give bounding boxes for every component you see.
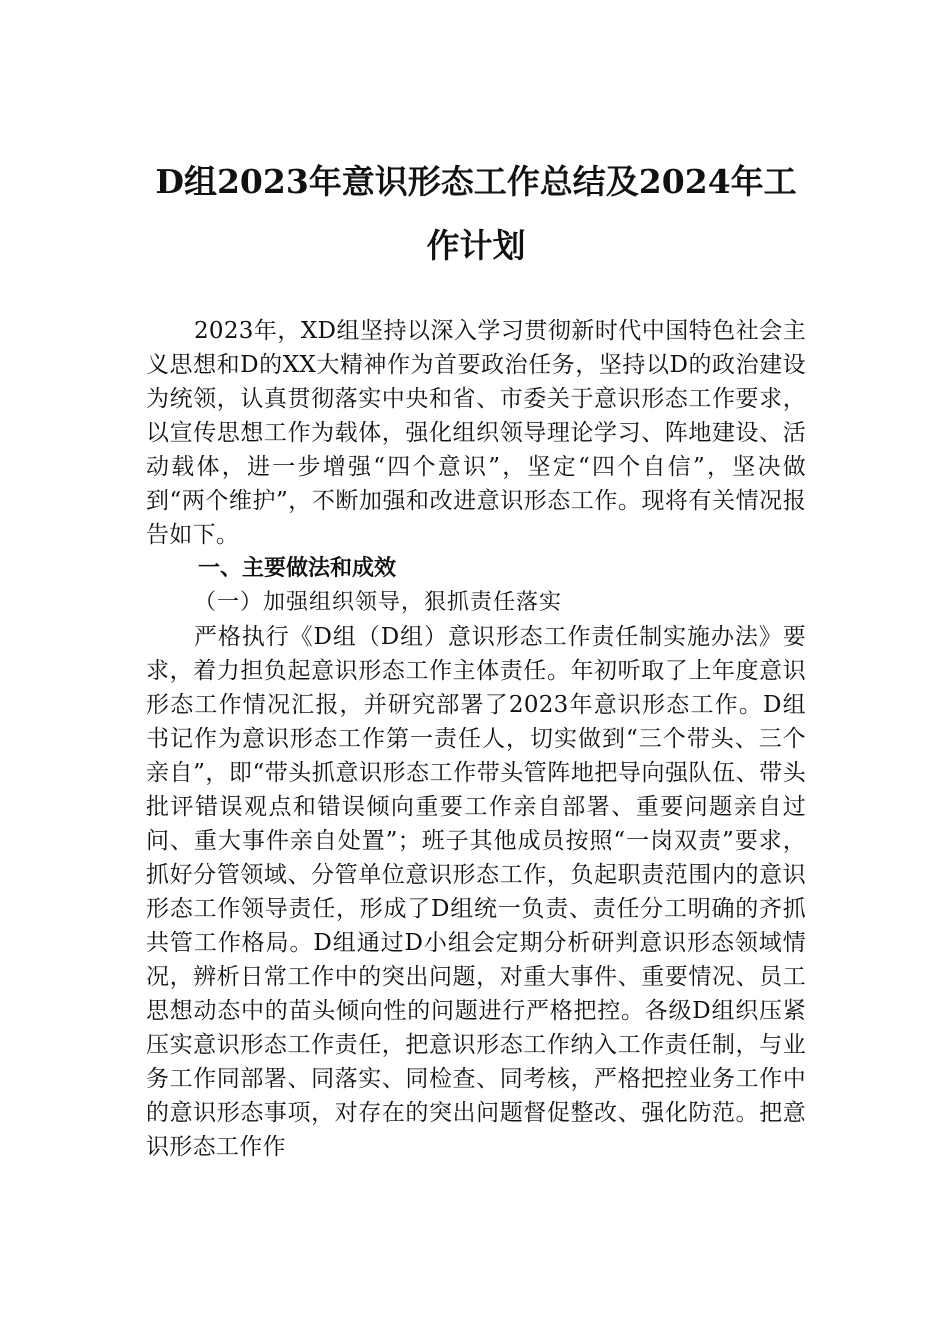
intro-paragraph: 2023年，XD组坚持以深入学习贯彻新时代中国特色社会主义思想和D的XX大精神作为首要政治任务，坚持以D的政治建设为统领，认真贯彻落实中央和省、市委关于意识形态工作要求，以宣传思想工作为载体，强化组织领导理论学习、阵地建设、活动载体，进一步增强“四个意识”，坚定“四个自信”，坚决做到“两个维护”，不断加强和改进意识形态工作。现将有关情况报告如下。	[146, 318, 806, 548]
section-heading: 一、主要做法和成效	[198, 556, 397, 581]
document-title: D组2023年意识形态工作总结及2024年工作计划	[155, 162, 797, 265]
section-paragraph: 严格执行《D组（D组）意识形态工作责任制实施办法》要求，着力担负起意识形态工作主体责任。年初听取了上年度意识形态工作情况汇报，并研究部署了2023年意识形态工作。D组书记作为意识形态工作第一责任人，切实做到“三个带头、三个亲自”，即“带头抓意识形态工作带头管阵地把导向强队伍、带头批评错误观点和错误倾向重要工作亲自部署、重要问题亲自过问、重大事件亲自处置”；班子其他成员按照“一岗双责”要求，抓好分管领域、分管单位意识形态工作，负起职责范围内的意识形态工作领导责任，形成了D组统一负责、责任分工明确的齐抓共管工作格局。D组通过D小组会定期分析研判意识形态领域情况，辨析日常工作中的突出问题，对重大事件、重要情况、员工思想动态中的苗头倾向性的问题进行严格把控。各级D组织压紧压实意识形态工作责任，把意识形态工作纳入工作责任制，与业务工作同部署、同落实、同检查、同考核，严格把控业务工作中的意识形态事项，对存在的突出问题督促整改、强化防范。把意识形态工作作	[146, 624, 806, 1160]
document-body	[146, 314, 806, 1164]
subsection-heading: （一）加强组织领导，狠抓责任落实	[194, 590, 563, 615]
document-page	[146, 150, 806, 1164]
